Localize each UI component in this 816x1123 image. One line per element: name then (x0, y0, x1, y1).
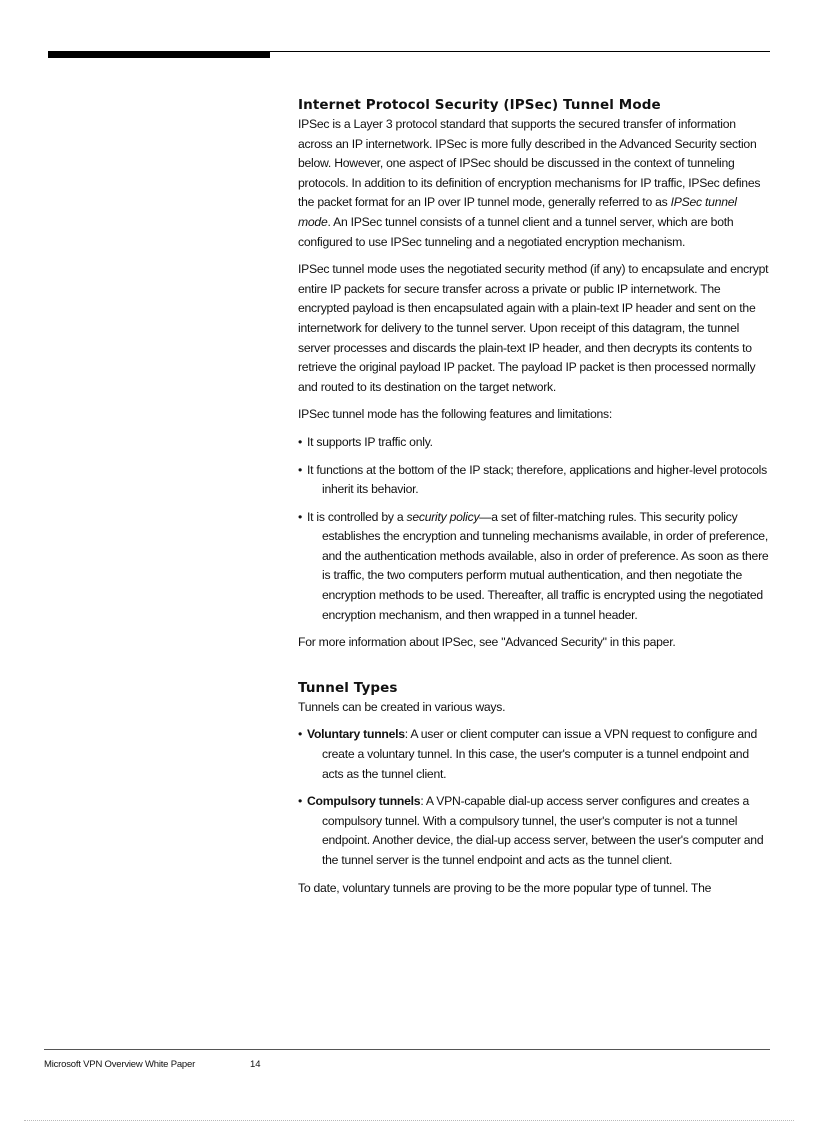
ipsec-tunnel-mode-paragraph: IPSec tunnel mode uses the negotiated security method (if any) to encapsulate and encrypt entire IP packets for secure transfer across a private or public IP internetwork. The encrypted payload is then encapsulated again with a plain-text IP header and sent on the internetwork for delivery to the tunnel server. Upon receipt of this datagram, the tunnel server processes and discards the plain-text IP header, and then decrypts its contents to retrieve the original payload IP packet. The payload IP packet is then processed normally and routed to its destination on the target network. (298, 262, 769, 394)
list-item-text: : A user or client computer can issue a VPN request to configure and create a voluntary tunnel. In this case, the user's computer is a tunnel endpoint and acts as the tunnel client. (322, 727, 757, 781)
list-item-text: It is controlled by a (307, 509, 407, 524)
paragraph-text: IPSec is a Layer 3 protocol standard that supports the secured transfer of information across an IP internetwork. IPSec is more fully described in the Advanced Security section below. However, one aspect of IPSec should be discussed in the context of tunneling protocols. In addition to its definition of encryption mechanisms for IP traffic, IPSec defines the packet format for an IP over IP tunnel mode, generally referred to as (298, 117, 761, 210)
page-edge-divider (24, 1120, 794, 1121)
list-item-compulsory-tunnels (298, 792, 770, 870)
more-info-paragraph: For more information about IPSec, see "Advanced Security" in this paper. (298, 635, 676, 650)
footer-title: Microsoft VPN Overview White Paper (44, 1059, 196, 1070)
emphasis-term: IPSec tunnel mode (298, 195, 737, 229)
bullet-glyph: • (298, 462, 303, 477)
section-heading-ipsec: Internet Protocol Security (IPSec) Tunnel Mode (298, 97, 661, 113)
term-compulsory-tunnels: Compulsory tunnels (307, 794, 421, 809)
list-item-text: : A VPN-capable dial-up access server configures and creates a compulsory tunnel. With a compulsory tunnel, the user's computer is not a tunnel endpoint. Another device, the dial-up access server, between the user's computer and the tunnel server is the tunnel endpoint and acts as the tunnel client. (322, 794, 764, 867)
tunnel-types-intro: Tunnels can be created in various ways. (298, 699, 506, 714)
closing-paragraph: To date, voluntary tunnels are proving to be the more popular type of tunnel. The (298, 880, 712, 895)
emphasis-term: security policy (406, 509, 480, 524)
features-intro-paragraph: IPSec tunnel mode has the following features and limitations: (298, 407, 613, 422)
list-item-voluntary-tunnels (298, 725, 770, 784)
bullet-glyph: • (298, 509, 303, 524)
list-item-security-policy (298, 508, 770, 626)
term-voluntary-tunnels: Voluntary tunnels (307, 727, 405, 742)
list-item-text: It functions at the bottom of the IP stack; therefore, applications and higher-level protocols inherit its behavior. (307, 462, 767, 497)
page-body (298, 96, 770, 906)
header-rule-thick (48, 51, 270, 58)
list-item-text: It supports IP traffic only. (307, 434, 433, 449)
list-item-text: —a set of filter-matching rules. This security policy establishes the encryption and tunneling mechanisms available, in order of preference, and the authentication methods available, also in order of preference. As soon as there is traffic, the two computers perform mutual authentication, and then negotiate the encryption methods to be used. Thereafter, all traffic is encrypted using the negotiated encryption mechanism, and then wrapped in a tunnel header. (322, 509, 769, 622)
bullet-glyph: • (298, 727, 303, 742)
page-number: 14 (250, 1059, 261, 1070)
section-heading-tunnel-types: Tunnel Types (298, 679, 398, 696)
bullet-glyph: • (298, 434, 303, 449)
footer-rule (44, 1049, 770, 1050)
paragraph-text: . An IPSec tunnel consists of a tunnel client and a tunnel server, which are both configured to use IPSec tunneling and a negotiated encryption mechanism. (298, 214, 734, 249)
list-item-ip-traffic (298, 433, 770, 453)
list-item-ip-stack (298, 461, 770, 500)
ipsec-intro-paragraph (298, 115, 770, 252)
bullet-glyph: • (298, 794, 303, 809)
